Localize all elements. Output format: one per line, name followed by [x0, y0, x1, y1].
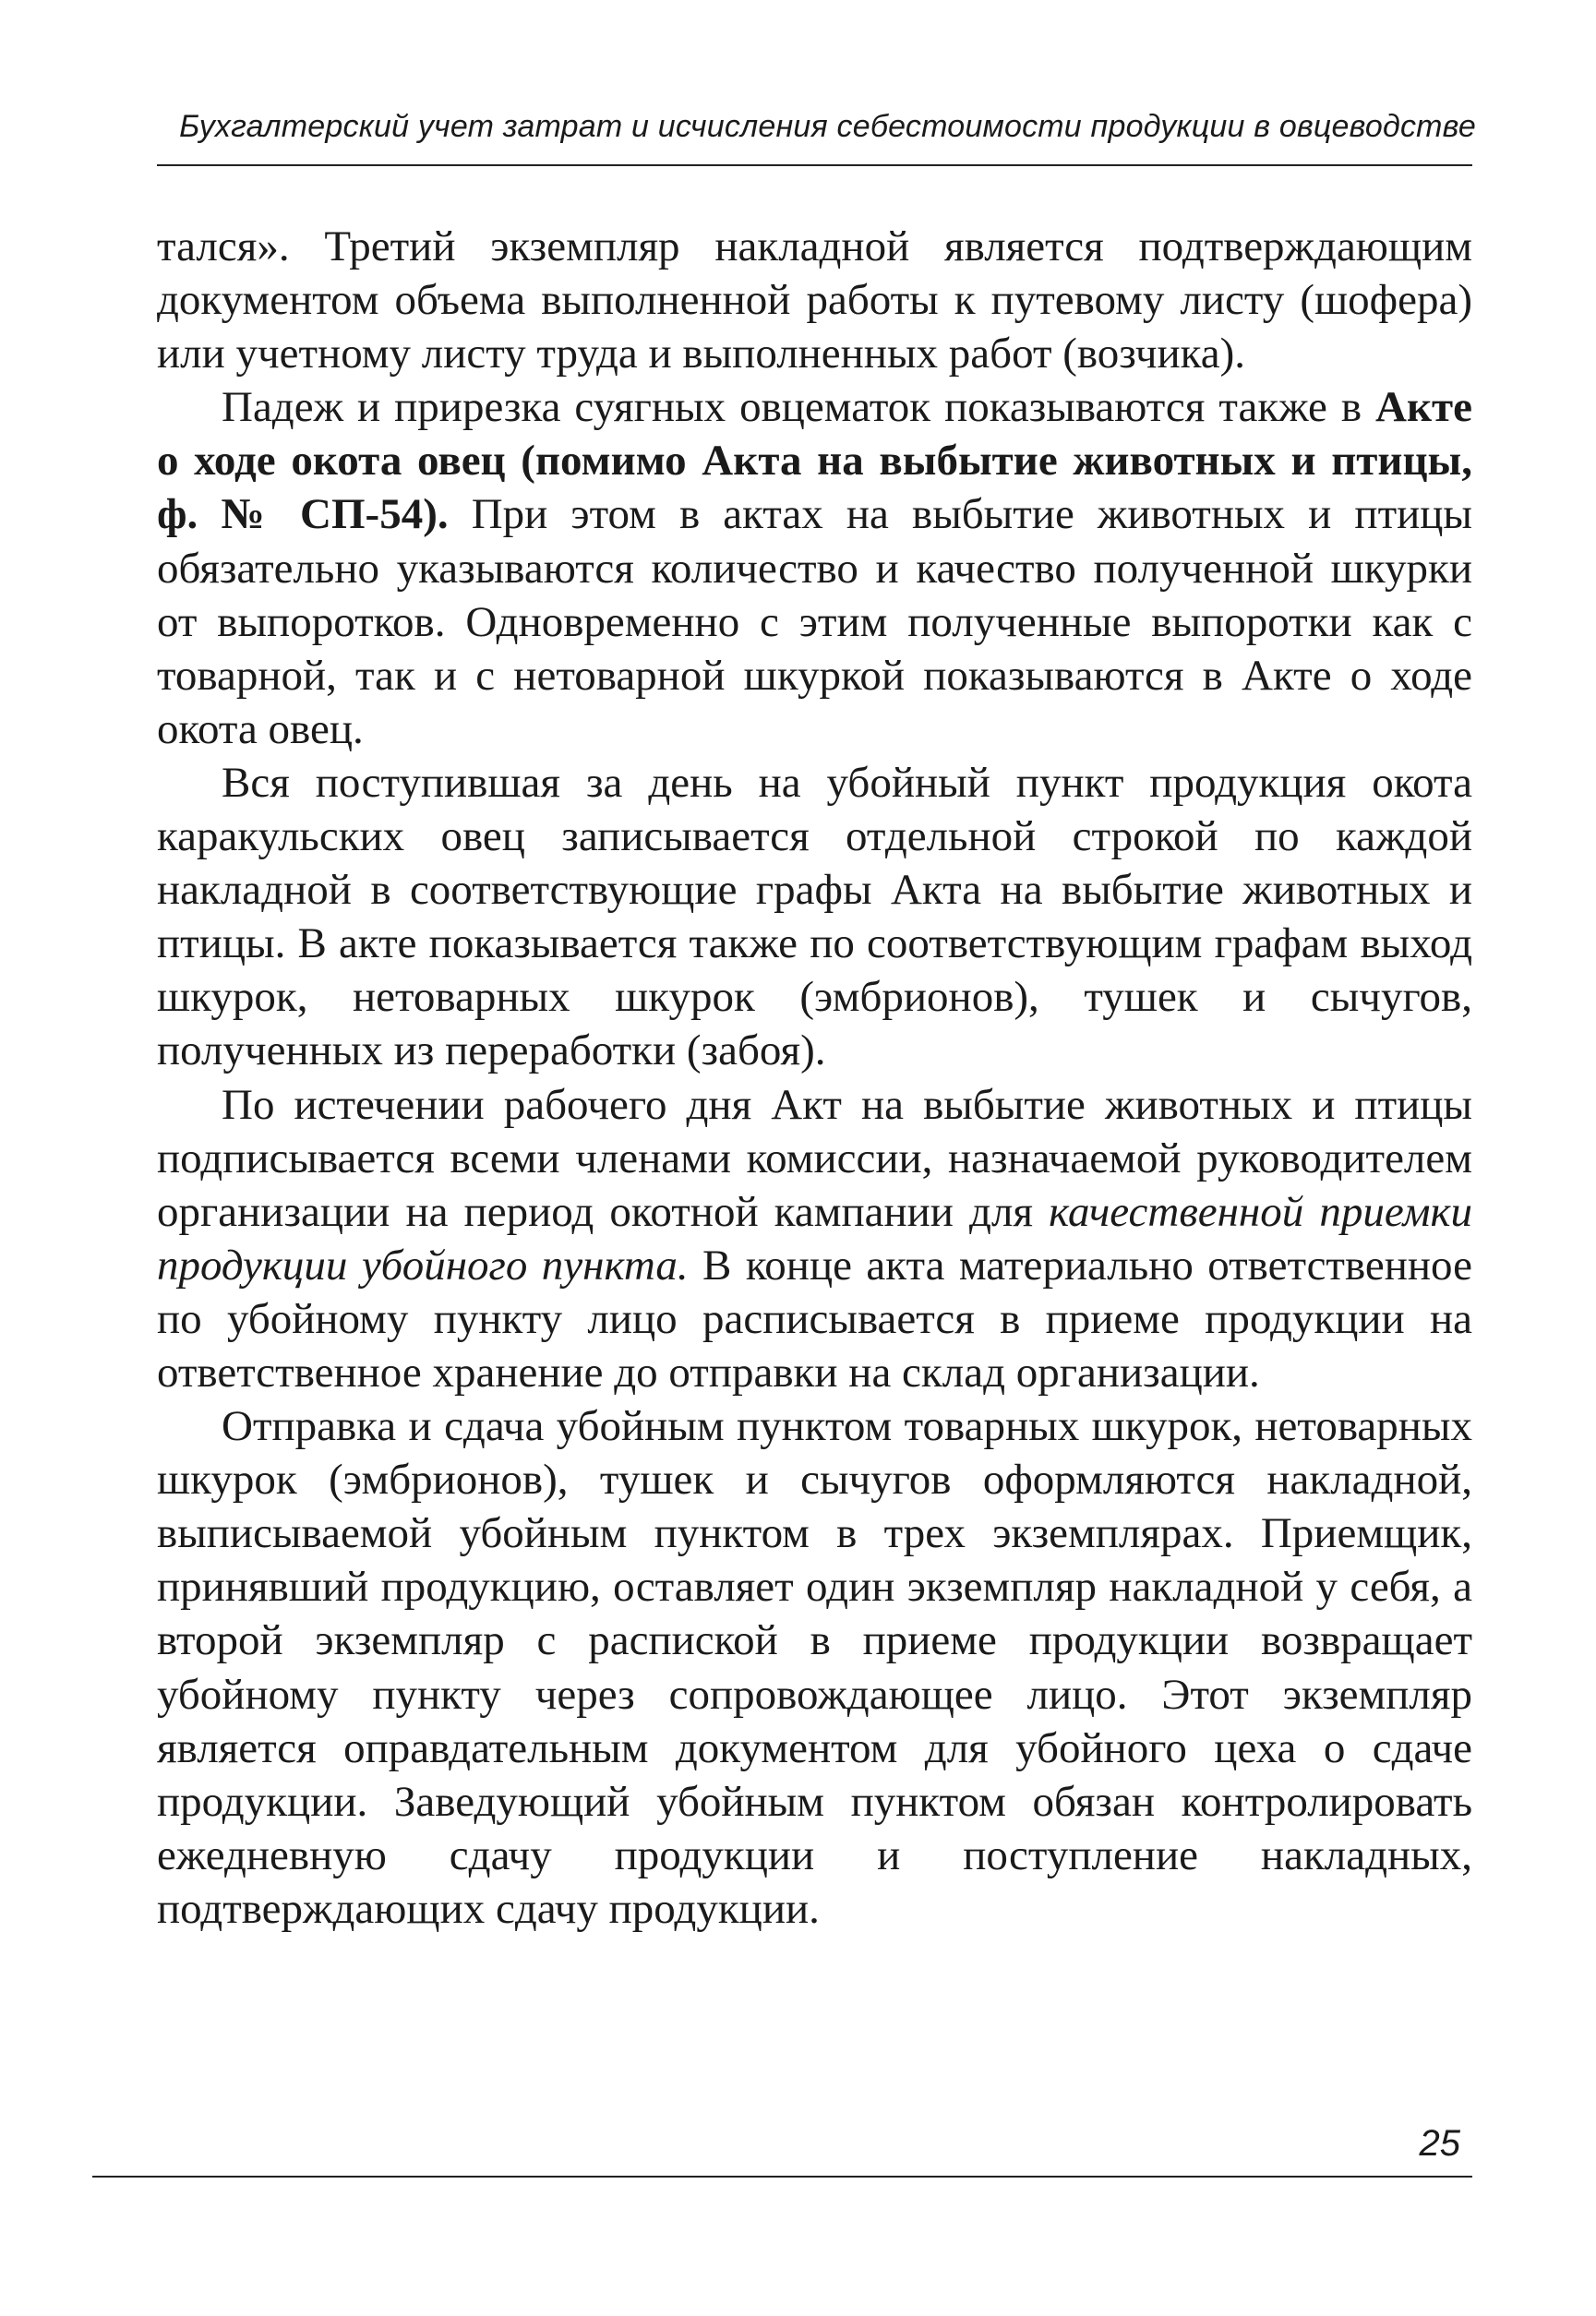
paragraph-1: тался». Третий экземпляр накладной является подтверждающим документом объема выполненной работы к путевому листу (шофера) или учетному листу труда и выполненных работ (возчика).	[157, 222, 1472, 378]
footer-rule	[92, 2176, 1472, 2178]
body-text	[157, 220, 1472, 1936]
running-header: Бухгалтерский учет затрат и исчисления себестоимости продукции в овцеводстве	[179, 109, 1476, 144]
paragraph-2	[157, 380, 1472, 756]
paragraph-4-italic-phrase: качественной приемки продукции убойного пункта.	[157, 1187, 1473, 1290]
header-rule	[157, 164, 1472, 166]
paragraph-4-lead: По истечении рабочего дня Акт на выбытие животных и птицы подписывается всеми членами комиссии, назначаемой руководителем организации на период окотной кампании для	[157, 1080, 1472, 1236]
paragraph-2-lead: Падеж и прирезка суягных овцематок показываются также в	[222, 383, 1376, 432]
paragraph-3: Вся поступившая за день на убойный пункт продукция окота каракульских овец записывается отдельной строкой по каждой накладной в соответствующие графы Акта на выбытие животных и птицы. В акте показывается также по соответствующим графам выход шкурок, нетоварных шкурок (эмбрионов), тушек и сычугов, полученных из переработки (забоя).	[157, 758, 1472, 1075]
paragraph-4-rest: В конце акта материально ответственное по убойному пункту лицо расписывается в приеме продукции на ответственное хранение до отправки на склад организации.	[157, 1241, 1472, 1397]
page-number: 25	[1419, 2123, 1460, 2164]
paragraph-4	[157, 1078, 1472, 1400]
paragraph-2-bold-term: Акте о ходе окота овец (помимо Акта на выбытие животных и птицы, ф. № СП-54).	[157, 383, 1472, 539]
paragraph-2-rest: При этом в актах на выбытие животных и птицы обязательно указываются количество и качество полученной шкурки от выпоротков. Одновременно с этим полученные выпоротки как с товарной, так и с нетоварной шкуркой показываются в Акте о ходе окота овец.	[157, 490, 1472, 753]
paragraph-5: Отправка и сдача убойным пунктом товарных шкурок, нетоварных шкурок (эмбрионов), тушек и сычугов оформляются накладной, выписываемой убойным пунктом в трех экземплярах. Приемщик, принявший продукцию, оставляет один экземпляр накладной у себя, а второй экземпляр с распиской в приеме продукции возвращает убойному пункту через сопровождающее лицо. Этот экземпляр является оправдательным документом для убойного цеха о сдаче продукции. Заведующий убойным пунктом обязан контролировать ежедневную сдачу продукции и поступление накладных, подтверждающих сдачу продукции.	[157, 1402, 1472, 1933]
